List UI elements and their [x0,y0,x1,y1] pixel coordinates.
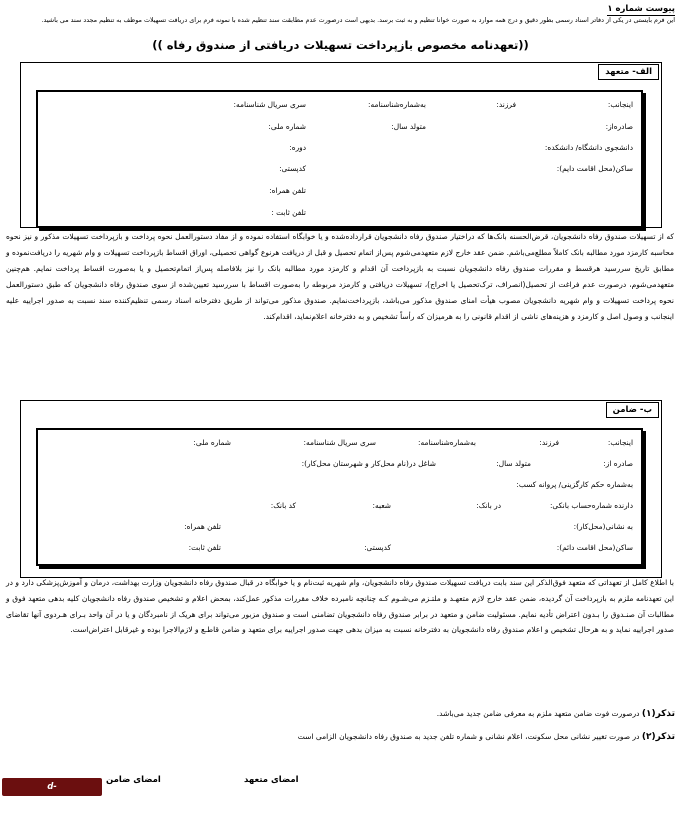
b-id-serial-field: سری سریال شناسنامه: [303,438,376,447]
document-title: ((تعهدنامه مخصوص بازپرداخت تسهیلات دریافتی از صندوق رفاه )) [152,38,529,52]
a-landline-field: تلفن ثابت : [271,208,306,217]
site-url-watermark: d-bushehr.bums.ac.ir [2,778,102,796]
section-b-paragraph: با اطلاع کامل از تعهداتی که متعهد فوق‌الذکر این سند بابت دریافت تسهیلات صندوق رفاه دانشجویان، وام شهریه ثبت‌نام و یا خوابگاه در قبال صندوق رفاه دانشجویان وزارت بهداشت، درمان و آموزش‌پزشکی دارد و در این تعهدنامه ملزم به بازپرداخت آن گردیده، ضمن عقد خارج لازم متعهـد و ملتـزم می‌شـوم کـه چنانچه نامبرده خلاف مقررات مذکور عمل‌کند، بمحض اعلام و تشخیص صندوق رفاه دانشجویان کلیه بدهی متعهد فوق و مطالبات آن صنـدوق را بـدون اعتراض تأدیه نمایم. مسئولیت ضامن و متعهد در برابر صندوق رفاه دانشجویان تضامنی است و صندوق مزبور می‌تواند برای هریک از نامبردگان و یا در آن واحد بـرای هـردوی آنها تقاضای صدور اجراییه نماید و به هرحال تشخیص و اعلام صندوق رفاه دانشجویان به دفترخانه نسبت به میزان بدهی جهت صدور اجراییه برای متعهد و ضامن قاطـع و لازم‌الاجرا بوده و غیرقابل اعتراض‌است. [6,578,674,635]
b-born-year-field: متولد سال: [496,459,531,468]
note-2 [298,732,675,742]
note-1 [437,709,675,719]
section-a-label: الف- متعهد [598,64,659,80]
b-bank-code-field: کد بانک: [270,501,296,510]
b-resident-field: ساکن(محل اقامت دائم): [556,543,633,552]
b-account-holder-field: دارنده شماره‌حساب بانکی: [549,501,633,510]
section-a-paragraph: که از تسهیلات صندوق رفاه دانشجویان، قرض‌الحسنه بانک‌ها که دراختیار صندوق رفاه دانشجویان قرارداده‌شده و یا خوابگاه استفاده نموده و از مفاد دستورالعمل نحوه پرداخت و بازپرداخت تسهیلات مذکور و نیز نحوه محاسبه کارمزد مورد مطالبه بانک کاملاً مطلع‌می‌باشم. ضمن عقد خارج لازم متعهدمی‌شوم پس‌از اتمام تحصیل و قبل از دریافت هرنوع گواهی تحصیلی، اوراق اقساط بازپرداخت تسهیلات و وام شهریه را دریافت‌نموده و مطابق تاریخ سررسید هرقسط و مقررات صندوق رفاه دانشجویان نسبت به بازپرداخت آن اقدام و کارمزد مورد مطالبه بانک را نیز بلافاصله پس‌از اتمام‌تحصیل و یا به‌صورت اقساط پرداخت نمایم. هم‌چنین متعهدمی‌شوم، درصورت عدم فراغت از تحصیل(انصراف، ترک‌تحصیل یا اخراج)، تسهیلات دریافتی و کارمزد مربوطه را به‌صورت اقساط با سررسید تعیین‌شده از سوی صندوق رفاه دانشجویان که طبق دستورالعمل نحوه پرداخت تسهیلات و وام شهریه دانشجویان مصوب هیأت امنای صندوق مذکور می‌باشد، بازپرداخت‌نمایم. صندوق مذکور می‌تواند از طریق دفترخانه اسناد رسمی تنظیم‌کننده سند نسبت به صدور اجراییه علیه اینجانب و وصول اصل و کارمزد و هزینه‌های ناشی از اقدام قانونی را به هرمیزان که رأساً تشخیص و به دفترخانه اعلام‌نماید، اقدام‌کند. [6,232,674,321]
a-born-year-field: متولد سال: [391,122,426,131]
a-period-field: دوره: [289,143,306,152]
note-2-label: تذکر(۲) [641,732,675,742]
note-1-label: تذکر(۱) [641,709,675,719]
note-1-text: درصورت فوت ضامن متعهد ملزم به معرفی ضامن جدید می‌باشد. [436,709,640,718]
a-issued-at-field: صادره‌از: [605,122,633,131]
a-id-number-field: به‌شماره‌شناسنامه: [368,100,426,109]
attachment-number: پیوست شماره ۱ [607,4,675,14]
b-child-of-field: فرزند: [539,438,559,447]
a-mobile-field: تلفن همراه: [269,186,306,195]
guarantor-signature-label: امضای ضامن [106,775,161,785]
b-issued-at-field: صادره از: [603,459,633,468]
a-student-of-field: دانشجوی دانشگاه/ دانشکده: [544,143,633,152]
b-employment-order-field: به‌شماره حکم کارگزینی/ پروانه کسب: [516,480,633,489]
b-national-code-field: شماره ملی: [193,438,231,447]
b-id-number-field: به‌شماره‌شناسنامه: [418,438,476,447]
b-workplace-field: شاغل در(نام محل‌کار و شهرستان محل‌کار): [301,459,436,468]
a-national-code-field: شماره ملی: [268,122,306,131]
section-b-box [36,428,643,566]
section-a-box [36,90,643,228]
obligor-signature-label: امضای متعهد [244,775,299,785]
b-branch-field: شعبه: [372,501,391,510]
a-id-serial-field: سری سریال شناسنامه: [233,100,306,109]
b-at-bank-field: در بانک: [476,501,501,510]
a-applicant-field: اینجانب: [607,100,633,109]
b-postal-code-field: کدپستی: [364,543,391,552]
a-resident-field: ساکن(محل اقامت دایم): [556,164,633,173]
b-workplace-address-field: به نشانی(محل‌کار): [573,522,633,531]
a-child-of-field: فرزند: [496,100,516,109]
note-2-text: در صورت تغییر نشانی محل سکونت، اعلام نشانی و شماره تلفن جدید به صندوق رفاه دانشجویان الزامی است [297,732,640,741]
b-mobile-field: تلفن همراه: [184,522,221,531]
section-b-label: ب- ضامن [606,402,659,418]
b-applicant-field: اینجانب: [607,438,633,447]
b-landline-field: تلفن ثابت: [188,543,221,552]
intro-note: این فرم بایستی در یکی از دفاتر اسناد رسمی بطور دقیق و درج همه موارد به صورت خوانا تنظیم و به ثبت برسد. بدیهی است درصورت عدم مطابقت سند تنظیم شده با نمونه فرم برای دریافت تسهیلات موظف به تنظیم مجدد سند می باشید. [41,16,675,24]
a-postal-code-field: کدپستی: [279,164,306,173]
